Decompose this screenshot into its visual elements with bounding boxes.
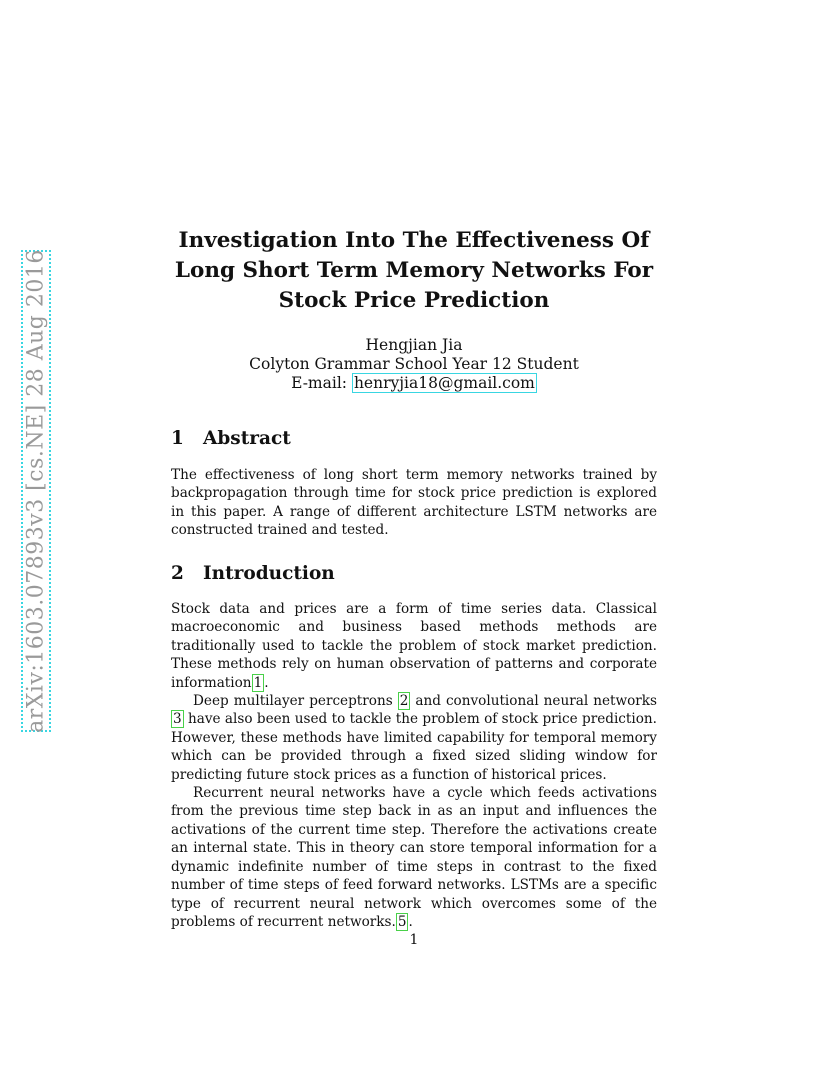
title-line-2: Long Short Term Memory Networks For: [174, 258, 654, 283]
intro-paragraph-1: [171, 600, 657, 692]
email-link[interactable]: henryjia18@gmail.com: [353, 374, 535, 392]
author-affiliation: Colyton Grammar School Year 12 Student: [249, 355, 579, 373]
paper-title: [150, 226, 678, 316]
arxiv-identifier-stamp[interactable]: [21, 250, 51, 732]
author-block: [150, 336, 678, 393]
section-title: Introduction: [203, 563, 335, 584]
section-heading-abstract: [171, 428, 291, 449]
arxiv-identifier-text: arXiv:1603.07893v3 [cs.NE] 28 Aug 2016: [23, 249, 49, 733]
citation-link[interactable]: 3: [173, 711, 182, 728]
title-line-1: Investigation Into The Effectiveness Of: [178, 228, 650, 253]
section-title: Abstract: [203, 428, 291, 449]
intro-p2-text-c: have also been used to tackle the problem of stock price prediction. However, these methods have limited capability for temporal memory which can be provided through a fixed sized sliding window for predicting future stock prices as a function of historical prices.: [171, 711, 657, 783]
section-heading-introduction: [171, 563, 335, 584]
title-line-3: Stock Price Prediction: [278, 288, 550, 313]
intro-p1-end: .: [264, 674, 269, 691]
page-number: 1: [409, 932, 419, 948]
introduction-body: [171, 600, 657, 931]
section-number: 1: [171, 428, 184, 449]
intro-p3-end: .: [408, 913, 413, 930]
author-name: Hengjian Jia: [365, 336, 463, 354]
email-label: E-mail:: [291, 374, 352, 392]
intro-paragraph-2: [171, 692, 657, 784]
abstract-body: [171, 466, 657, 540]
citation-link[interactable]: 1: [253, 674, 263, 691]
author-email-line: [150, 374, 678, 393]
citation-link[interactable]: 5: [397, 913, 407, 930]
intro-p2-text-b: and convolutional neural networks: [410, 693, 657, 710]
section-number: 2: [171, 563, 184, 584]
abstract-paragraph: The effectiveness of long short term memory networks trained by backpropagation through time for stock price prediction is explored in this paper. A range of different architecture LSTM networks are constructed trained and tested.: [171, 467, 657, 539]
citation-link[interactable]: 2: [399, 693, 409, 710]
intro-p3-text: Recurrent neural networks have a cycle which feeds activations from the previous time step back in as an input and influences the activations of the current time step. Therefore the activations create an internal state. This in theory can store temporal information for a dynamic indefinite number of time steps in contrast to the fixed number of time steps of feed forward networks. LSTMs are a specific type of recurrent neural network which overcomes some of the problems of recurrent networks.: [171, 785, 657, 930]
intro-p1-text: Stock data and prices are a form of time series data. Classical macroeconomic and business based methods methods are traditionally used to tackle the problem of stock market prediction. These methods rely on human observation of patterns and corporate information: [171, 601, 657, 691]
intro-p2-text-a: Deep multilayer perceptrons: [193, 693, 398, 710]
intro-paragraph-3: [171, 784, 657, 931]
